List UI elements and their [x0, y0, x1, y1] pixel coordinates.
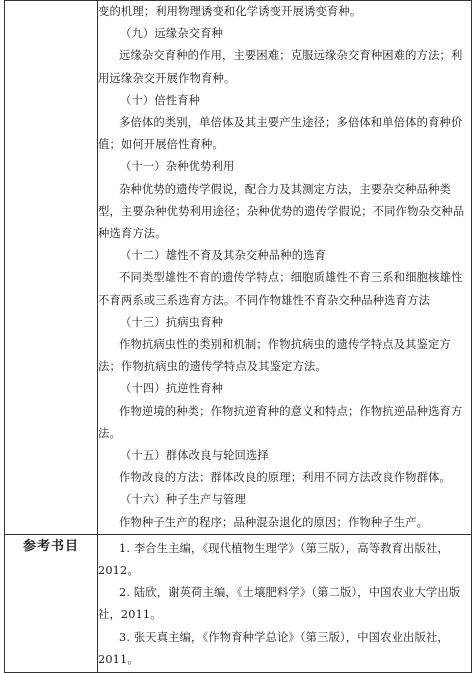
content-row [5, 1, 472, 535]
references-row [5, 534, 472, 672]
section-heading: （十三）抗病虫育种 [120, 315, 224, 329]
reference-item: 3. 张天真主编，《作物育种学总论》（第三版），中国农业出版社，2011。 [98, 630, 449, 666]
section-text: 杂种优势的遗传学假说，配合力及其测定方法，主要杂交种品种类型，主要杂种优势利用途径；杂种优势的遗传学假说；不同作物杂交种品种选育方法。 [98, 182, 465, 241]
section-text: 不同类型雄性不育的遗传学特点；细胞质雄性不育三系和细胞核雄性不育两系或三系选育方法。不同作物雄性不育杂交种品种选育方法 [98, 271, 463, 307]
section-heading: （十一）杂种优势利用 [120, 160, 235, 174]
section-text: 变的机理；利用物理诱变和化学诱变开展诱变育种。 [98, 5, 362, 18]
syllabus-table [4, 0, 472, 673]
section-text: 多倍体的类别，单倍体及其主要产生途径；多倍体和单倍体的育种价值；如何开展倍性育种。 [98, 116, 463, 152]
references-label-cell [5, 534, 98, 672]
references-label: 参考书目 [22, 538, 79, 554]
references-list [98, 535, 471, 672]
reference-item: 1. 李合生主编，《现代植物生理学》（第三版），高等教育出版社，2012。 [98, 541, 449, 578]
section-heading: （十五）群体改良与轮回选择 [120, 449, 269, 463]
reference-item: 2. 陆欣，谢英荷主编，《土壤肥料学》（第二版），中国农业大学出版社，2011。 [98, 586, 461, 622]
section-heading: （十二）雄性不育及其杂交种品种的选育 [120, 249, 327, 263]
section-heading: （十）倍性育种 [120, 93, 201, 107]
section-heading: （十六）种子生产与管理 [120, 493, 246, 507]
section-text: 作物种子生产的程序；品种混杂退化的原因；作物种子生产。 [119, 515, 429, 529]
section-text: 作物改良的方法；群体改良的原理；利用不同方法改良作物群体。 [119, 471, 451, 485]
content-blocks [98, 1, 471, 534]
section-text: 作物抗病虫性的类别和机制；作物抗病虫的遗传学特点及其鉴定方法；作物抗病虫的遗传学特点及其鉴定方法。 [98, 338, 451, 374]
references-cell [98, 534, 472, 672]
content-cell [98, 1, 472, 535]
row-label-cell-empty [5, 1, 98, 535]
section-heading: （十四）抗逆性育种 [120, 382, 224, 396]
section-text: 作物逆境的种类；作物抗逆育种的意义和特点；作物抗逆品种选育方法。 [98, 404, 463, 440]
section-heading: （九）远缘杂交育种 [120, 27, 224, 41]
section-text: 远缘杂交育种的作用，主要困难；克服远缘杂交育种困难的方法；利用远缘杂交开展作物育种。 [98, 49, 463, 85]
